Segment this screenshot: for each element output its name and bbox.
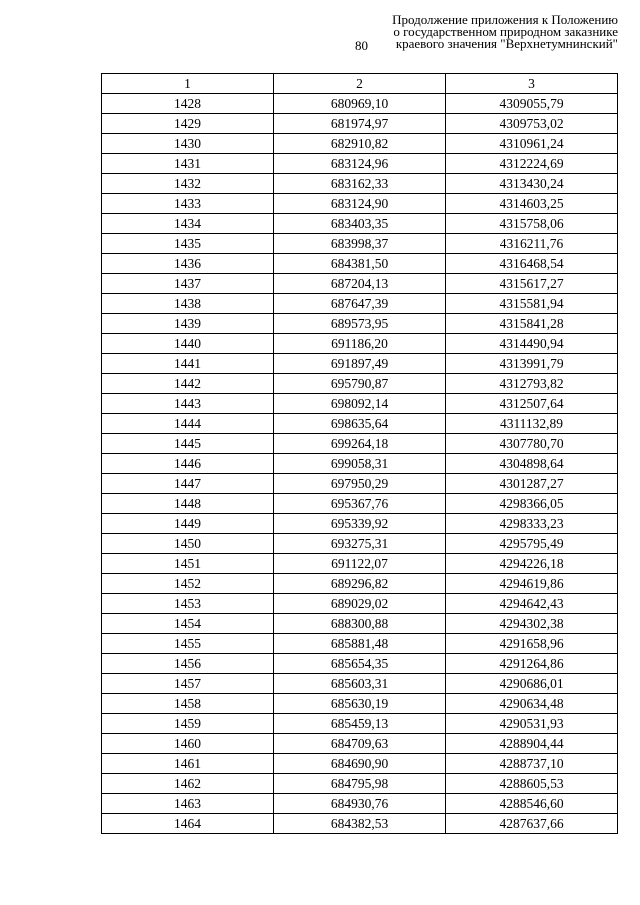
point-number-cell: 1463 (102, 794, 274, 814)
point-number-cell: 1454 (102, 614, 274, 634)
table-row (102, 694, 618, 714)
coordinate-y-cell: 4316211,76 (446, 234, 618, 254)
coordinate-x-cell: 685630,19 (274, 694, 446, 714)
coordinate-x-cell: 684930,76 (274, 794, 446, 814)
coordinate-y-cell: 4311132,89 (446, 414, 618, 434)
coordinate-x-cell: 698635,64 (274, 414, 446, 434)
point-number-cell: 1434 (102, 214, 274, 234)
table-row (102, 394, 618, 414)
coordinate-y-cell: 4291264,86 (446, 654, 618, 674)
coordinate-y-cell: 4315841,28 (446, 314, 618, 334)
point-number-cell: 1448 (102, 494, 274, 514)
coordinate-y-cell: 4313430,24 (446, 174, 618, 194)
point-number-cell: 1461 (102, 754, 274, 774)
table-row (102, 134, 618, 154)
coordinate-x-cell: 684795,98 (274, 774, 446, 794)
column-header: 2 (274, 74, 446, 94)
coordinate-x-cell: 699058,31 (274, 454, 446, 474)
point-number-cell: 1444 (102, 414, 274, 434)
coordinate-x-cell: 685459,13 (274, 714, 446, 734)
coordinate-y-cell: 4288546,60 (446, 794, 618, 814)
coordinate-y-cell: 4288904,44 (446, 734, 618, 754)
table-row (102, 314, 618, 334)
header-row (102, 74, 618, 94)
table-row (102, 94, 618, 114)
point-number-cell: 1430 (102, 134, 274, 154)
table-row (102, 534, 618, 554)
table-row (102, 374, 618, 394)
coordinate-y-cell: 4298366,05 (446, 494, 618, 514)
coordinate-y-cell: 4315617,27 (446, 274, 618, 294)
table-row (102, 794, 618, 814)
coordinate-x-cell: 683403,35 (274, 214, 446, 234)
coordinate-y-cell: 4314490,94 (446, 334, 618, 354)
point-number-cell: 1440 (102, 334, 274, 354)
point-number-cell: 1432 (102, 174, 274, 194)
point-number-cell: 1443 (102, 394, 274, 414)
coordinate-y-cell: 4295795,49 (446, 534, 618, 554)
coordinate-y-cell: 4313991,79 (446, 354, 618, 374)
table-row (102, 654, 618, 674)
coordinate-x-cell: 684381,50 (274, 254, 446, 274)
point-number-cell: 1428 (102, 94, 274, 114)
point-number-cell: 1456 (102, 654, 274, 674)
table-row (102, 754, 618, 774)
point-number-cell: 1441 (102, 354, 274, 374)
point-number-cell: 1464 (102, 814, 274, 834)
table-row (102, 434, 618, 454)
coordinate-y-cell: 4294642,43 (446, 594, 618, 614)
coordinate-x-cell: 695790,87 (274, 374, 446, 394)
coordinate-x-cell: 680969,10 (274, 94, 446, 114)
coordinate-y-cell: 4312224,69 (446, 154, 618, 174)
coordinate-x-cell: 695367,76 (274, 494, 446, 514)
coordinate-y-cell: 4309753,02 (446, 114, 618, 134)
coordinate-x-cell: 681974,97 (274, 114, 446, 134)
point-number-cell: 1438 (102, 294, 274, 314)
point-number-cell: 1451 (102, 554, 274, 574)
table-body (102, 94, 618, 834)
coordinate-y-cell: 4314603,25 (446, 194, 618, 214)
point-number-cell: 1450 (102, 534, 274, 554)
table-row (102, 594, 618, 614)
coordinate-x-cell: 691186,20 (274, 334, 446, 354)
caption-line: краевого значения "Верхнетумнинский" (395, 36, 618, 51)
coordinate-x-cell: 698092,14 (274, 394, 446, 414)
table-row (102, 414, 618, 434)
coordinate-x-cell: 689029,02 (274, 594, 446, 614)
table-row (102, 454, 618, 474)
table-row (102, 334, 618, 354)
point-number-cell: 1457 (102, 674, 274, 694)
point-number-cell: 1442 (102, 374, 274, 394)
column-header: 3 (446, 74, 618, 94)
coordinate-x-cell: 699264,18 (274, 434, 446, 454)
table-row (102, 774, 618, 794)
table-row (102, 294, 618, 314)
table-row (102, 154, 618, 174)
point-number-cell: 1453 (102, 594, 274, 614)
caption-line: Продолжение приложения к Положению (392, 12, 618, 27)
coordinate-x-cell: 683124,90 (274, 194, 446, 214)
table-row (102, 354, 618, 374)
coordinate-x-cell: 689573,95 (274, 314, 446, 334)
coordinate-x-cell: 685603,31 (274, 674, 446, 694)
coordinate-x-cell: 687204,13 (274, 274, 446, 294)
coordinate-x-cell: 684709,63 (274, 734, 446, 754)
coordinate-y-cell: 4316468,54 (446, 254, 618, 274)
coordinate-x-cell: 682910,82 (274, 134, 446, 154)
coordinate-y-cell: 4290686,01 (446, 674, 618, 694)
appendix-caption (358, 14, 618, 50)
coordinate-x-cell: 691897,49 (274, 354, 446, 374)
coordinate-y-cell: 4288605,53 (446, 774, 618, 794)
coordinate-x-cell: 689296,82 (274, 574, 446, 594)
coordinate-x-cell: 691122,07 (274, 554, 446, 574)
coordinate-y-cell: 4294619,86 (446, 574, 618, 594)
coordinate-y-cell: 4290634,48 (446, 694, 618, 714)
coordinate-y-cell: 4315581,94 (446, 294, 618, 314)
column-header: 1 (102, 74, 274, 94)
coordinate-y-cell: 4287637,66 (446, 814, 618, 834)
table-header (102, 74, 618, 94)
point-number-cell: 1459 (102, 714, 274, 734)
coordinate-y-cell: 4304898,64 (446, 454, 618, 474)
point-number-cell: 1452 (102, 574, 274, 594)
coordinate-y-cell: 4301287,27 (446, 474, 618, 494)
coordinate-y-cell: 4291658,96 (446, 634, 618, 654)
coordinate-y-cell: 4298333,23 (446, 514, 618, 534)
coordinate-x-cell: 684382,53 (274, 814, 446, 834)
table-row (102, 474, 618, 494)
coordinate-x-cell: 683124,96 (274, 154, 446, 174)
point-number-cell: 1437 (102, 274, 274, 294)
table-row (102, 614, 618, 634)
point-number-cell: 1460 (102, 734, 274, 754)
table-row (102, 214, 618, 234)
point-number-cell: 1429 (102, 114, 274, 134)
coordinate-x-cell: 688300,88 (274, 614, 446, 634)
coordinate-x-cell: 695339,92 (274, 514, 446, 534)
coordinate-x-cell: 685881,48 (274, 634, 446, 654)
point-number-cell: 1458 (102, 694, 274, 714)
table-row (102, 714, 618, 734)
point-number-cell: 1439 (102, 314, 274, 334)
coordinate-y-cell: 4307780,70 (446, 434, 618, 454)
point-number-cell: 1431 (102, 154, 274, 174)
coordinates-table (101, 73, 618, 834)
coordinate-x-cell: 683998,37 (274, 234, 446, 254)
table-row (102, 634, 618, 654)
coordinate-y-cell: 4310961,24 (446, 134, 618, 154)
table-row (102, 574, 618, 594)
coordinate-y-cell: 4294302,38 (446, 614, 618, 634)
point-number-cell: 1446 (102, 454, 274, 474)
coordinate-x-cell: 693275,31 (274, 534, 446, 554)
coordinate-x-cell: 687647,39 (274, 294, 446, 314)
point-number-cell: 1445 (102, 434, 274, 454)
table-row (102, 734, 618, 754)
point-number-cell: 1455 (102, 634, 274, 654)
table-row (102, 254, 618, 274)
point-number-cell: 1449 (102, 514, 274, 534)
coordinate-y-cell: 4315758,06 (446, 214, 618, 234)
coordinate-x-cell: 684690,90 (274, 754, 446, 774)
page-number: 80 (355, 38, 368, 53)
point-number-cell: 1462 (102, 774, 274, 794)
coordinate-x-cell: 685654,35 (274, 654, 446, 674)
table-row (102, 674, 618, 694)
coordinate-y-cell: 4290531,93 (446, 714, 618, 734)
table-row (102, 174, 618, 194)
coordinate-y-cell: 4312793,82 (446, 374, 618, 394)
coordinate-y-cell: 4312507,64 (446, 394, 618, 414)
table-row (102, 494, 618, 514)
coordinate-y-cell: 4294226,18 (446, 554, 618, 574)
table-row (102, 194, 618, 214)
point-number-cell: 1435 (102, 234, 274, 254)
table-row (102, 274, 618, 294)
table-row (102, 514, 618, 534)
table-row (102, 554, 618, 574)
point-number-cell: 1433 (102, 194, 274, 214)
table-row (102, 234, 618, 254)
coordinate-x-cell: 683162,33 (274, 174, 446, 194)
caption-line: о государственном природном заказнике (393, 24, 618, 39)
point-number-cell: 1436 (102, 254, 274, 274)
coordinate-y-cell: 4288737,10 (446, 754, 618, 774)
coordinate-y-cell: 4309055,79 (446, 94, 618, 114)
table-row (102, 114, 618, 134)
coordinate-x-cell: 697950,29 (274, 474, 446, 494)
point-number-cell: 1447 (102, 474, 274, 494)
table-row (102, 814, 618, 834)
